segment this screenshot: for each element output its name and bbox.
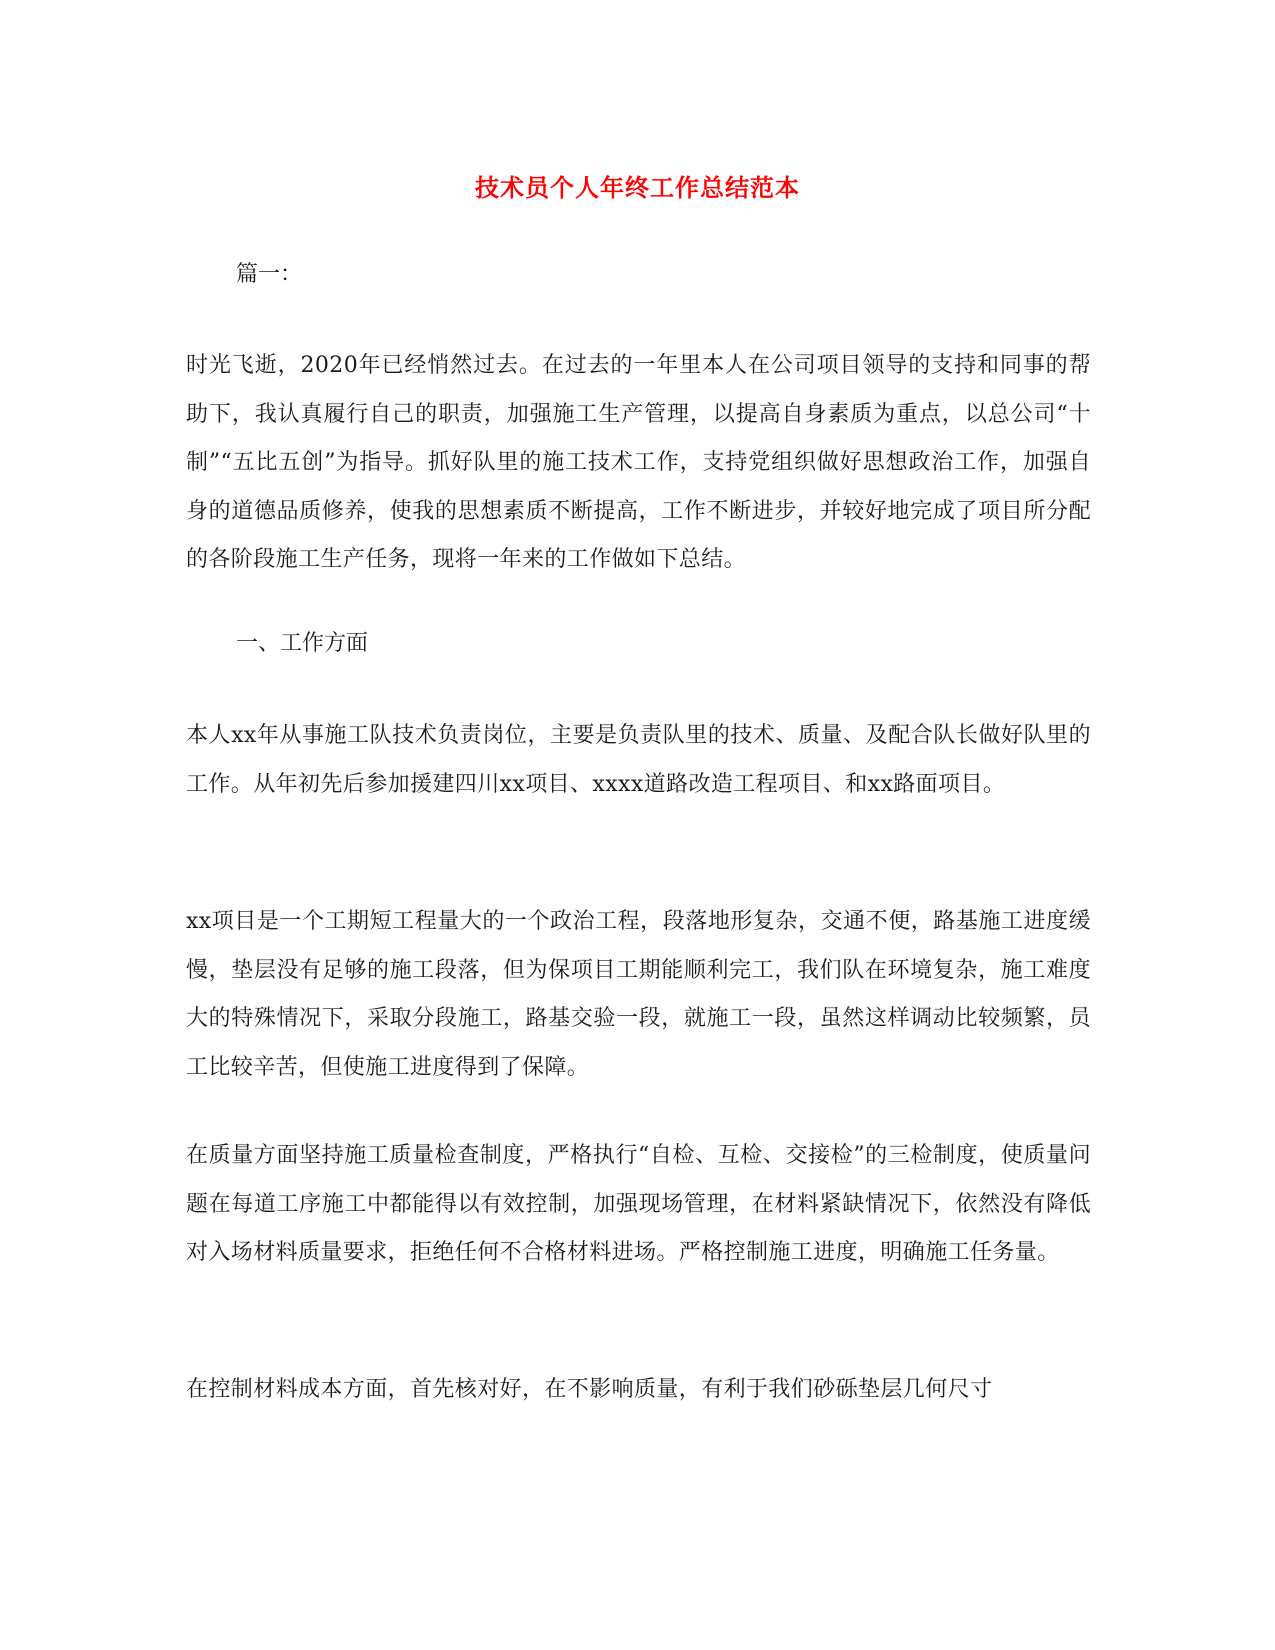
section-heading: 一、工作方面 — [236, 631, 369, 656]
document-title: 技术员个人年终工作总结范本 — [475, 173, 800, 202]
chapter-label: 篇一： — [236, 262, 303, 287]
paragraph-project: xx项目是一个工期短工程量大的一个政治工程，段落地形复杂，交通不便，路基施工进度缓慢，垫层没有足够的施工段落，但为保项目工期能顺利完工，我们队在环境复杂，施工难度大的特殊情况下，采取分段施工，路基交验一段，就施工一段，虽然这样调动比较频繁，员工比较辛苦，但使施工进度得到了保障。 — [186, 909, 1091, 1080]
paragraph-cost: 在控制材料成本方面，首先核对好，在不影响质量，有利于我们砂砾垫层几何尺寸 — [186, 1377, 993, 1402]
paragraph-intro: 时光飞逝，2020年已经悄然过去。在过去的一年里本人在公司项目领导的支持和同事的帮助下，我认真履行自己的职责，加强施工生产管理，以提高自身素质为重点，以总公司“十制”“五比五创”为指导。抓好队里的施工技术工作，支持党组织做好思想政治工作，加强自身的道德品质修养，使我的思想素质不断提高，工作不断进步，并较好地完成了项目所分配的各阶段施工生产任务，现将一年来的工作做如下总结。 — [186, 353, 1091, 572]
paragraph-quality: 在质量方面坚持施工质量检查制度，严格执行“自检、互检、交接检”的三检制度，使质量问题在每道工序施工中都能得以有效控制，加强现场管理，在材料紧缺情况下，依然没有降低对入场材料质量要求，拒绝任何不合格材料进场。严格控制施工进度，明确施工任务量。 — [186, 1143, 1091, 1265]
paragraph-position: 本人xx年从事施工队技术负责岗位，主要是负责队里的技术、质量、及配合队长做好队里的工作。从年初先后参加援建四川xx项目、xxxx道路改造工程项目、和xx路面项目。 — [186, 723, 1091, 797]
